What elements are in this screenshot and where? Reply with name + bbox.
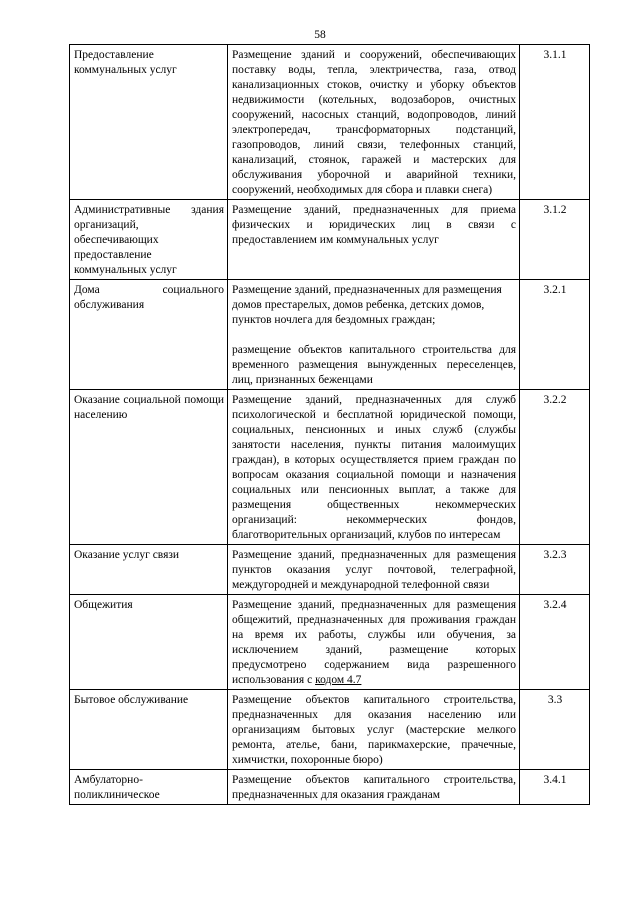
page-number: 58 [314,29,326,41]
description-paragraph: Размещение зданий и сооружений, обеспечивающих поставку воды, тепла, электричества, газа, отвод канализационных стоков, очистку и уборку объектов недвижимости (котельных, водозаборов, очистных сооружений, насосных станций, водопроводов, линий электропередач, трансформаторных подстанций, газопроводов, линий связи, телефонных станций, канализаций, стоянок, гаражей и мастерских для обслуживания уборочной и аварийной техники, сооружений, необходимых для сбора и плавки снега) [232,49,516,196]
table-row [70,45,590,200]
table-row [70,690,590,770]
use-description [228,770,520,805]
description-paragraph: Размещение зданий, предназначенных для размещения пунктов оказания услуг почтовой, телеграфной, междугородней и международной телефонной связи [232,549,516,591]
use-description [228,280,520,390]
use-description [228,690,520,770]
use-code: 3.2.1 [520,280,590,390]
use-code: 3.3 [520,690,590,770]
code-reference-link[interactable]: кодом 4.7 [315,674,362,686]
description-paragraph: Размещение зданий, предназначенных для служб психологической и бесплатной юридической помощи, социальных, пенсионных и иных служб (службы занятости населения, пункты питания малоимущих граждан), в которых осуществляется прием граждан по вопросам оказания социальной помощи и назначения социальных или пенсионных выплат, а также для размещения общественных некоммерческих организаций: некоммерческих фондов, благотворительных организаций, клубов по интересам [232,394,516,541]
table-row [70,770,590,805]
description-paragraph: Размещение зданий, предназначенных для приема физических и юридических лиц в связи с предоставлением им коммунальных услуг [232,204,516,246]
table-row [70,280,590,390]
description-paragraph: Размещение объектов капитального строительства, предназначенных для оказания населению или организациям бытовых услуг (мастерские мелкого ремонта, ателье, бани, парикмахерские, прачечные, химчистки, похоронные бюро) [232,694,516,766]
use-name: Оказание социальной помощи населению [70,390,228,545]
use-description [228,545,520,595]
use-code: 3.2.2 [520,390,590,545]
use-description [228,390,520,545]
use-name: Дома социального обслуживания [70,280,228,390]
land-use-table [69,44,590,805]
table-row [70,595,590,690]
table-row [70,200,590,280]
use-description [228,45,520,200]
use-name: Административные здания организаций, обеспечивающих предоставление коммунальных услуг [70,200,228,280]
table-row [70,545,590,595]
use-code: 3.2.3 [520,545,590,595]
use-code: 3.2.4 [520,595,590,690]
use-code: 3.1.1 [520,45,590,200]
use-name: Предоставление коммунальных услуг [70,45,228,200]
description-paragraph: Размещение объектов капитального строительства, предназначенных для оказания гражданам [232,774,516,801]
use-name: Амбулаторно-поликлиническое [70,770,228,805]
description-paragraph: Размещение зданий, предназначенных для размещения домов престарелых, домов ребенка, детских домов, пунктов ночлега для бездомных граждан; [232,284,502,326]
paragraph-gap [232,328,516,343]
use-description [228,200,520,280]
use-description [228,595,520,690]
use-name: Общежития [70,595,228,690]
table-row [70,390,590,545]
description-paragraph: размещение объектов капитального строительства для временного размещения вынужденных переселенцев, лиц, признанных беженцами [232,344,516,386]
use-code: 3.4.1 [520,770,590,805]
use-name: Оказание услуг связи [70,545,228,595]
use-code: 3.1.2 [520,200,590,280]
description-text: Размещение зданий, предназначенных для размещения общежитий, предназначенных для проживания граждан на время их работы, службы или обучения, за исключением зданий, размещение которых предусмотрено содержанием вида разрешенного использования с [232,599,516,686]
use-name: Бытовое обслуживание [70,690,228,770]
